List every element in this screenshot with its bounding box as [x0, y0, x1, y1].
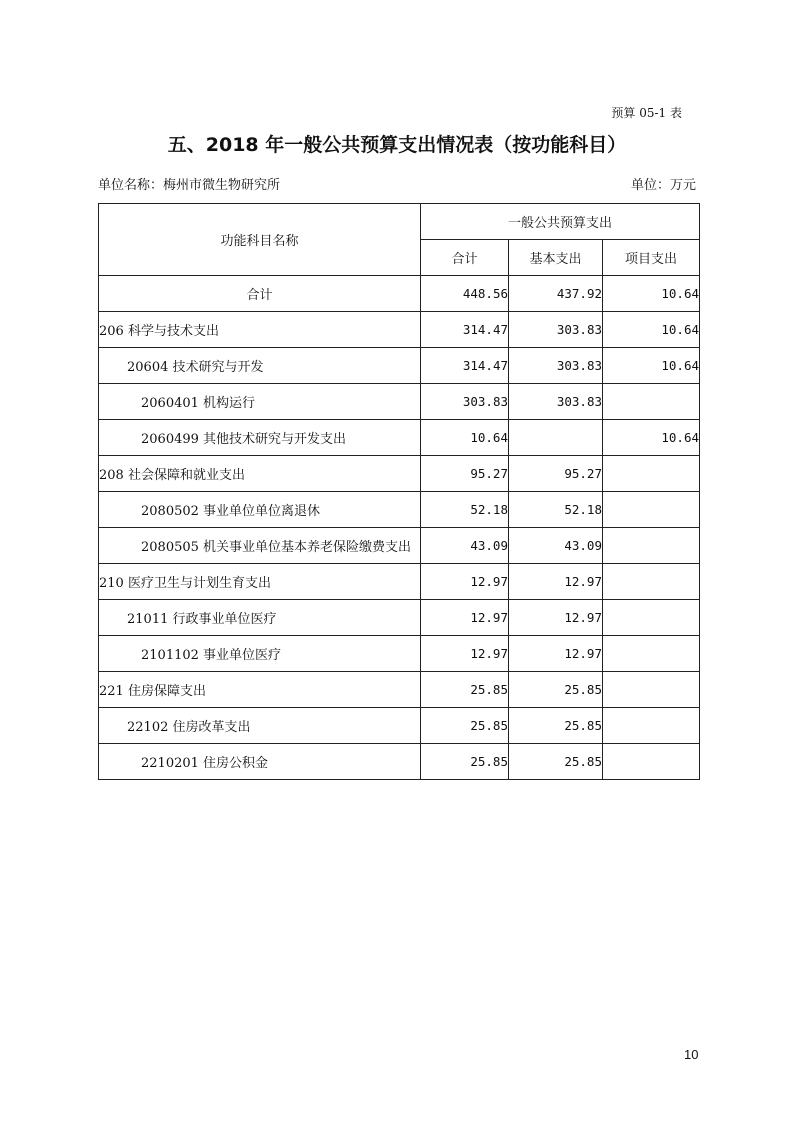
row-total: 43.09 — [421, 528, 509, 564]
row-project — [603, 384, 700, 420]
row-basic: 43.09 — [509, 528, 603, 564]
row-project: 10.64 — [603, 420, 700, 456]
header-name: 功能科目名称 — [99, 204, 421, 276]
row-name: 22102 住房改革支出 — [99, 708, 421, 744]
table-row — [99, 744, 700, 780]
row-basic: 12.97 — [509, 564, 603, 600]
table-row — [99, 312, 700, 348]
row-basic: 303.83 — [509, 348, 603, 384]
table-row — [99, 708, 700, 744]
row-project: 10.64 — [603, 312, 700, 348]
row-total: 25.85 — [421, 672, 509, 708]
row-name: 2080502 事业单位单位离退休 — [99, 492, 421, 528]
row-basic: 437.92 — [509, 276, 603, 312]
unit-name: 单位名称：梅州市微生物研究所 — [98, 178, 281, 193]
row-total: 25.85 — [421, 708, 509, 744]
row-project — [603, 492, 700, 528]
table-row — [99, 384, 700, 420]
row-basic: 25.85 — [509, 672, 603, 708]
row-total: 448.56 — [421, 276, 509, 312]
header-total: 合计 — [421, 240, 509, 276]
table-row — [99, 276, 700, 312]
header-project: 项目支出 — [603, 240, 700, 276]
header-basic: 基本支出 — [509, 240, 603, 276]
row-project: 10.64 — [603, 276, 700, 312]
row-name: 2060499 其他技术研究与开发支出 — [99, 420, 421, 456]
unit-label: 单位：万元 — [630, 178, 696, 193]
row-total: 12.97 — [421, 600, 509, 636]
table-row — [99, 456, 700, 492]
row-basic: 25.85 — [509, 708, 603, 744]
row-basic: 303.83 — [509, 312, 603, 348]
row-name: 206 科学与技术支出 — [99, 312, 421, 348]
row-basic: 12.97 — [509, 636, 603, 672]
row-total: 12.97 — [421, 636, 509, 672]
table-row — [99, 672, 700, 708]
row-name: 20604 技术研究与开发 — [99, 348, 421, 384]
row-name: 合计 — [99, 276, 421, 312]
row-project — [603, 600, 700, 636]
row-name: 21011 行政事业单位医疗 — [99, 600, 421, 636]
page-title: 五、2018 年一般公共预算支出情况表（按功能科目） — [167, 134, 627, 156]
table-row — [99, 636, 700, 672]
row-project — [603, 564, 700, 600]
row-name: 221 住房保障支出 — [99, 672, 421, 708]
row-total: 314.47 — [421, 348, 509, 384]
row-total: 12.97 — [421, 564, 509, 600]
table-row — [99, 564, 700, 600]
row-project — [603, 456, 700, 492]
row-project — [603, 636, 700, 672]
row-project — [603, 672, 700, 708]
row-total: 10.64 — [421, 420, 509, 456]
row-project — [603, 528, 700, 564]
row-name: 2210201 住房公积金 — [99, 744, 421, 780]
row-basic: 95.27 — [509, 456, 603, 492]
budget-table — [98, 203, 700, 780]
row-project: 10.64 — [603, 348, 700, 384]
row-total: 25.85 — [421, 744, 509, 780]
row-basic: 303.83 — [509, 384, 603, 420]
row-total: 95.27 — [421, 456, 509, 492]
row-basic: 52.18 — [509, 492, 603, 528]
row-total: 52.18 — [421, 492, 509, 528]
row-name: 208 社会保障和就业支出 — [99, 456, 421, 492]
row-basic: 25.85 — [509, 744, 603, 780]
form-number: 预算 05-1 表 — [611, 106, 682, 120]
row-name: 2080505 机关事业单位基本养老保险缴费支出 — [99, 528, 421, 564]
row-name: 210 医疗卫生与计划生育支出 — [99, 564, 421, 600]
row-basic: 12.97 — [509, 600, 603, 636]
row-project — [603, 744, 700, 780]
table-row — [99, 600, 700, 636]
table-row — [99, 492, 700, 528]
row-name: 2101102 事业单位医疗 — [99, 636, 421, 672]
page-number: 10 — [684, 1047, 699, 1062]
table-row — [99, 528, 700, 564]
row-project — [603, 708, 700, 744]
table-row — [99, 348, 700, 384]
row-name: 2060401 机构运行 — [99, 384, 421, 420]
row-basic — [509, 420, 603, 456]
header-group: 一般公共预算支出 — [421, 204, 700, 240]
row-total: 303.83 — [421, 384, 509, 420]
table-row — [99, 420, 700, 456]
row-total: 314.47 — [421, 312, 509, 348]
